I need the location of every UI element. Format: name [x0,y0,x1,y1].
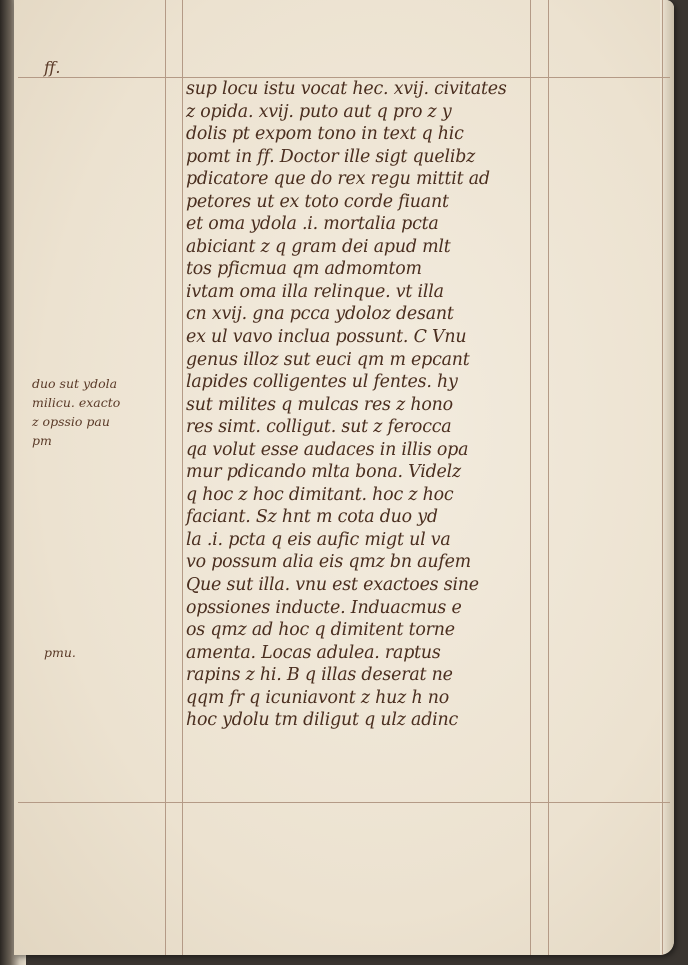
main-text-block [186,78,516,732]
text-line: vo possum alia eis qmz bn aufem [186,552,471,573]
ruling-right-inner [530,0,531,955]
text-line: dolis pt expom tono in text q hic [186,124,464,145]
text-line: et oma ydola .i. mortalia pcta [186,214,439,235]
text-line: ex ul vavo inclua possunt. C Vnu [186,327,467,348]
text-line: mur pdicando mlta bona. Videlz [186,462,461,483]
folio-number: ff. [44,58,61,77]
margin-gloss-2: pmu. [44,645,76,660]
text-line: sut milites q mulcas res z hono [186,394,453,415]
margin-gloss [32,374,162,450]
ruling-left-outer [165,0,166,955]
text-line: z opida. xvij. puto aut q pro z y [186,101,452,122]
gloss-line: pm [32,433,52,448]
ruling-left-inner [182,0,183,955]
gloss-line: milicu. exacto [32,395,121,410]
ruling-right-outer [548,0,549,955]
text-line: la .i. pcta q eis aufic migt ul va [186,529,451,550]
text-line: hoc ydolu tm diligut q ulz adinc [186,710,459,731]
text-line: petores ut ex toto corde fiuant [186,191,449,212]
text-line: qa volut esse audaces in illis opa [186,439,469,460]
text-line: sup locu istu vocat hec. xvij. civitates [186,79,507,99]
text-line: Que sut illa. vnu est exactoes sine [186,575,479,596]
text-line: opssiones inducte. Induacmus e [186,597,462,618]
text-line: lapides colligentes ul fentes. hy [186,372,458,393]
text-line: genus illoz sut euci qm m epcant [186,349,470,370]
text-line: ivtam oma illa relinque. vt illa [186,281,444,302]
text-line: amenta. Locas adulea. raptus [186,642,441,663]
ruling-edge-right [662,0,663,955]
gloss-line: duo sut ydola [32,376,118,391]
text-line: cn xvij. gna pcca ydoloz desant [186,304,454,325]
text-line: res simt. colligut. sut z ferocca [186,417,452,438]
ruling-bottom-line [18,802,670,803]
text-line: q hoc z hoc dimitant. hoc z hoc [186,484,454,505]
text-line: pomt in ff. Doctor ille sigt quelibz [186,146,476,167]
text-line: os qmz ad hoc q dimitent torne [186,620,455,641]
text-line: abiciant z q gram dei apud mlt [186,236,451,257]
text-line: faciant. Sz hnt m cota duo yd [186,507,438,528]
text-line: pdicatore que do rex regu mittit ad [186,169,490,190]
text-line: tos pficmua qm admomtom [186,259,422,280]
text-line: qqm fr q icuniavont z huz h no [186,687,450,708]
gloss-line: z opssio pau [32,414,110,429]
text-line: rapins z hi. B q illas deserat ne [186,665,453,686]
